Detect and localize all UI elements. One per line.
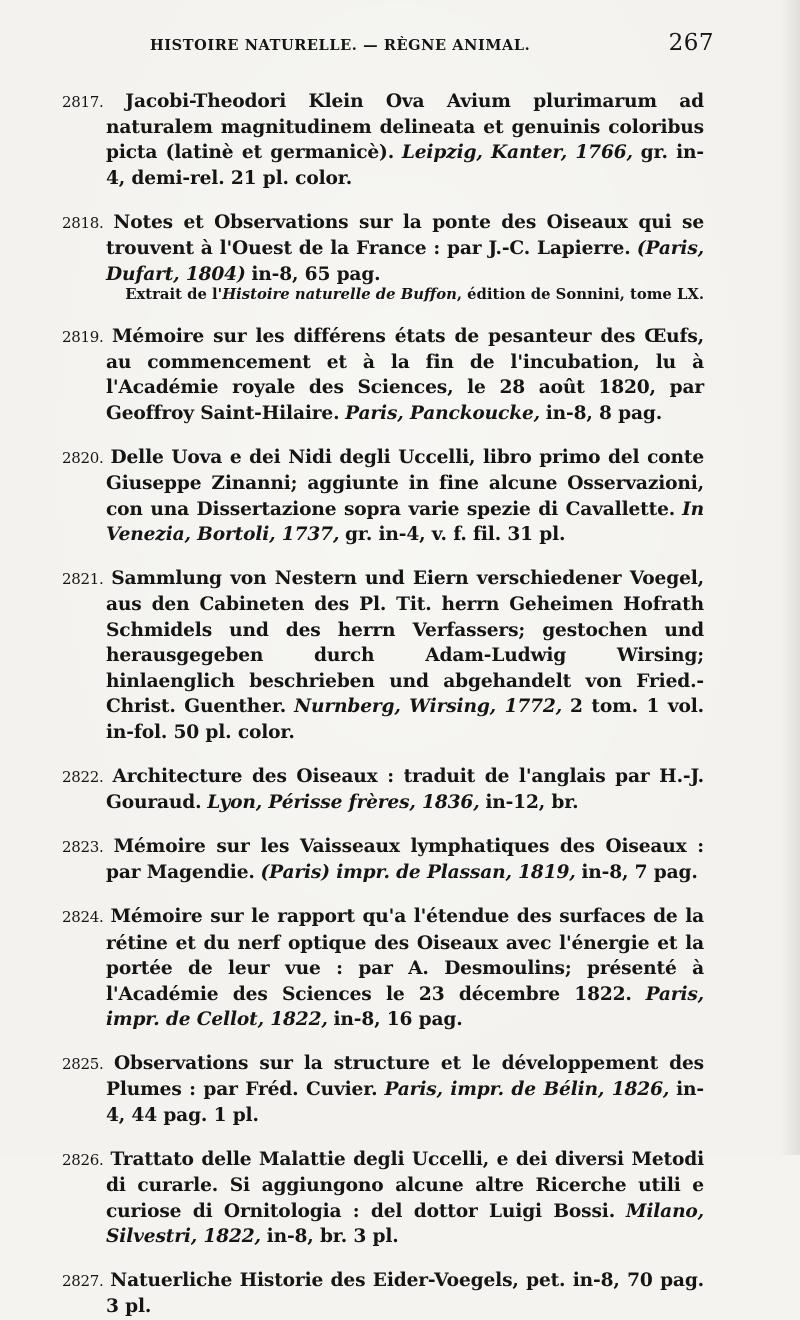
entry-imprint: Milano, Silvestri, 1822, bbox=[106, 1200, 705, 1247]
entry-imprint: Nurnberg, Wirsing, 1772, bbox=[294, 696, 563, 718]
entry-note-suffix: , édition de Sonnini, tome LX. bbox=[456, 286, 704, 304]
entry-details: gr. in-4, demi-rel. 21 pl. color. bbox=[106, 142, 704, 189]
entry-text: Notes et Observations sur la ponte des Oiseaux qui se trouvent à l'Ouest de la France : par J.-C. Lapierre. bbox=[106, 211, 705, 260]
entry-number: 2825. bbox=[62, 1054, 104, 1073]
entry-imprint: Paris, impr. de Bélin, 1826, bbox=[384, 1079, 670, 1101]
entry-2822 bbox=[62, 764, 704, 816]
entry-text: Architecture des Oiseaux : traduit de l'anglais par H.-J. Gouraud. bbox=[106, 765, 705, 813]
entry-2824 bbox=[62, 904, 704, 1032]
page-number: 267 bbox=[668, 30, 714, 56]
entry-text: Natuerliche Historie des Eider-Voegels, pet. in-8, 70 pag. 3 pl. bbox=[106, 1269, 704, 1318]
entry-number: 2819. bbox=[62, 327, 104, 346]
entry-text: Mémoire sur les différens états de pesanteur des Œufs, au commencement et à la fin de l'incubation, lu à l'Académie royale des Sciences, le 28 août 1820, par Geoffroy Saint-Hilaire. bbox=[106, 325, 704, 424]
entry-imprint: Lyon, Périsse frères, 1836, bbox=[207, 791, 480, 813]
entry-imprint: (Paris) impr. de Plassan, 1819, bbox=[260, 862, 576, 884]
entry-number: 2827. bbox=[62, 1271, 104, 1290]
running-head-title: HISTOIRE NATURELLE. — RÈGNE ANIMAL. bbox=[150, 37, 531, 54]
entry-text: Delle Uova e dei Nidi degli Uccelli, libro primo del conte Giuseppe Zinanni; aggiunte in fine alcune Osservazioni, con una Dissertazione sopra varie spezie di Cavallette. bbox=[106, 446, 705, 520]
entry-details: gr. in-4, v. f. fil. 31 pl. bbox=[345, 524, 566, 546]
entry-number: 2820. bbox=[62, 448, 104, 467]
entry-2819 bbox=[62, 324, 704, 427]
entry-number: 2817. bbox=[62, 92, 104, 111]
entry-imprint: Paris, impr. de Cellot, 1822, bbox=[106, 983, 704, 1030]
entry-number: 2821. bbox=[62, 570, 104, 589]
entry-number: 2823. bbox=[62, 837, 104, 856]
entry-number: 2822. bbox=[62, 767, 104, 786]
entry-2825 bbox=[62, 1051, 704, 1128]
entry-2826 bbox=[62, 1147, 704, 1250]
entry-imprint: Leipzig, Kanter, 1766, bbox=[401, 142, 633, 164]
entry-number: 2818. bbox=[62, 213, 104, 232]
entry-details: in-8, 65 pag. bbox=[251, 263, 381, 285]
entry-imprint: (Paris, Dufart, 1804) bbox=[106, 238, 704, 285]
entry-details: in-4, 44 pag. 1 pl. bbox=[106, 1079, 704, 1126]
entry-note bbox=[62, 285, 704, 305]
entry-2820 bbox=[62, 445, 704, 548]
entry-number: 2826. bbox=[62, 1150, 104, 1169]
entry-text: Sammlung von Nestern und Eiern verschiedener Voegel, aus den Cabineten des Pl. Tit. herrn Geheimen Hofrath Schmidels und des herrn Verfassers; gestochen und herausgegeben durch Adam-Ludwig Wirsing; hinlaenglich beschrieben und abgehandelt von Fried.-Christ. Guenther. bbox=[106, 568, 705, 718]
entry-2821 bbox=[62, 566, 704, 745]
entry-details: in-8, 8 pag. bbox=[545, 402, 663, 424]
entry-text: Trattato delle Malattie degli Uccelli, e dei diversi Metodi di curarle. Si aggiungono alcune altre Ricerche utili e curiose di Ornitologia : del dottor Luigi Bossi. bbox=[106, 1148, 705, 1222]
entry-2818 bbox=[62, 210, 704, 287]
entry-note-prefix: Extrait de l' bbox=[125, 286, 223, 304]
entry-text: Mémoire sur le rapport qu'a l'étendue des surfaces de la rétine et du nerf optique des Oiseaux avec l'énergie et la portée de leur vue : par A. Desmoulins; présenté à l'Académie des Sciences le 23 décembre 1822. bbox=[106, 906, 705, 1005]
entry-2817 bbox=[62, 89, 704, 192]
bibliography-entries bbox=[62, 89, 704, 1320]
entry-text: Jacobi-Theodori Klein Ova Avium plurimarum ad naturalem magnitudinem delineata et genuinis coloribus picta (latinè et germanicè). bbox=[106, 90, 705, 164]
entry-text: Observations sur la structure et le développement des Plumes : par Fréd. Cuvier. bbox=[106, 1052, 705, 1101]
entry-details: in-8, br. 3 pl. bbox=[266, 1225, 399, 1247]
entry-note-title: Histoire naturelle de Buffon bbox=[222, 286, 457, 304]
entry-number: 2824. bbox=[62, 908, 104, 927]
entry-text: Mémoire sur les Vaisseaux lymphatiques des Oiseaux : par Magendie. bbox=[106, 835, 704, 884]
entry-details: in-8, 7 pag. bbox=[581, 862, 698, 884]
entry-2823 bbox=[62, 834, 704, 886]
entry-details: 2 tom. 1 vol. in-fol. 50 pl. color. bbox=[106, 696, 704, 743]
entry-details: in-8, 16 pag. bbox=[333, 1008, 463, 1030]
entry-imprint: Paris, Panckoucke, bbox=[345, 402, 540, 424]
running-head bbox=[62, 30, 714, 70]
entry-2827 bbox=[62, 1268, 704, 1320]
entry-imprint: In Venezia, Bortoli, 1737, bbox=[106, 498, 705, 546]
entry-details: in-12, br. bbox=[485, 791, 579, 813]
